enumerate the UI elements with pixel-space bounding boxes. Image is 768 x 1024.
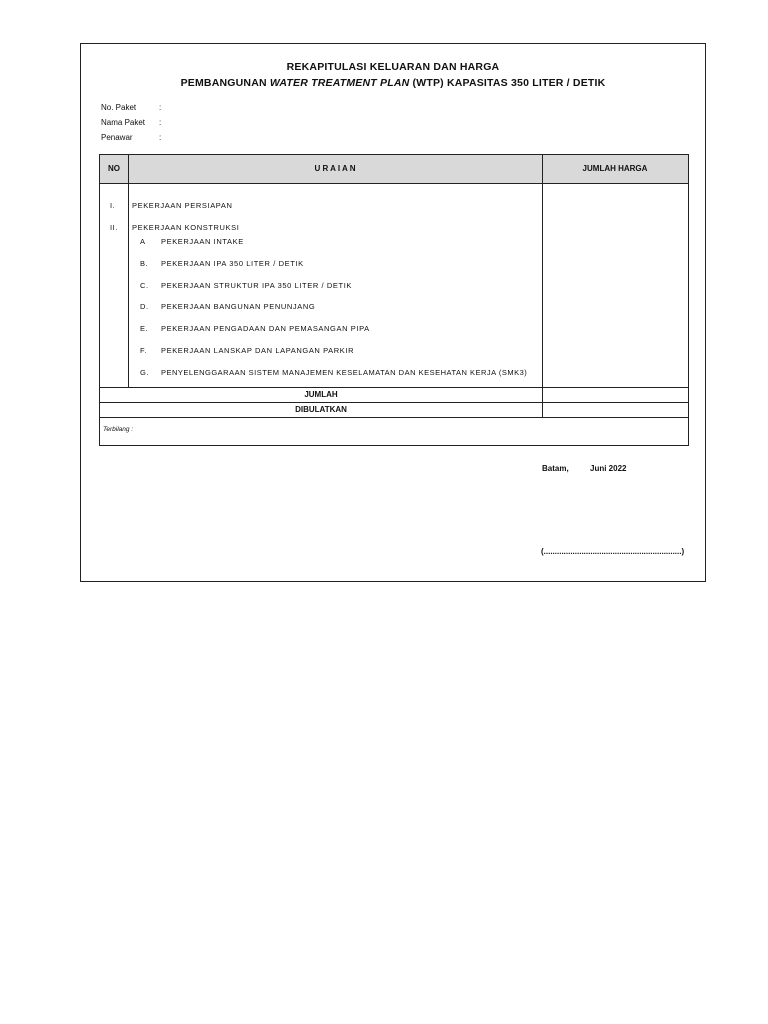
meta-label: Penawar — [101, 133, 133, 142]
header-jumlah-harga: JUMLAH HARGA — [582, 164, 648, 173]
subtitle-italic: WATER TREATMENT PLAN — [269, 77, 410, 89]
meta-colon: : — [159, 133, 162, 142]
item-text: PEKERJAAN PERSIAPAN — [132, 201, 233, 210]
subitem-text: PENYELENGGARAAN SISTEM MANAJEMEN KESELAMATAN DAN KESEHATAN KERJA (SMK3) — [161, 368, 528, 377]
subitem-no: G. — [140, 368, 150, 377]
document-sheet — [80, 43, 706, 582]
subitem-text: PEKERJAAN BANGUNAN PENUNJANG — [161, 302, 316, 311]
footer-date: Juni 2022 — [590, 464, 627, 473]
subitem-no: D. — [140, 302, 149, 311]
total-label: JUMLAH — [304, 390, 338, 399]
item-no: I. — [110, 201, 116, 210]
table-header — [100, 155, 688, 184]
subitem-no: A — [140, 237, 146, 246]
subitem-text: PEKERJAAN IPA 350 LITER / DETIK — [161, 259, 304, 268]
footer-city: Batam, — [542, 464, 569, 473]
signature-line: (..............................................................) — [541, 547, 685, 556]
document-title: REKAPITULASI KELUARAN DAN HARGA — [286, 61, 500, 73]
subitem-no: B. — [140, 259, 149, 268]
header-uraian: U R A I A N — [314, 164, 356, 173]
subitem-text: PEKERJAAN STRUKTUR IPA 350 LITER / DETIK — [161, 281, 352, 290]
subtitle-part: (WTP) KAPASITAS 350 LITER / DETIK — [409, 77, 606, 89]
subitem-no: C. — [140, 281, 149, 290]
subitem-no: F. — [140, 346, 148, 355]
subitem-no: E. — [140, 324, 149, 333]
document-subtitle — [81, 77, 705, 89]
header-no: NO — [108, 164, 120, 173]
recap-table — [99, 154, 689, 446]
meta-no-paket — [101, 103, 161, 112]
subitem-text: PEKERJAAN INTAKE — [161, 237, 244, 246]
subitem-text: PEKERJAAN LANSKAP DAN LAPANGAN PARKIR — [161, 346, 355, 355]
col-divider — [128, 155, 129, 387]
subitem-text: PEKERJAAN PENGADAAN DAN PEMASANGAN PIPA — [161, 324, 370, 333]
col-divider — [542, 155, 543, 417]
row-divider — [100, 387, 688, 388]
meta-label: Nama Paket — [101, 118, 146, 127]
meta-colon: : — [159, 103, 162, 112]
meta-nama-paket — [101, 118, 161, 127]
meta-colon: : — [159, 118, 162, 127]
subtitle-part: PEMBANGUNAN — [180, 77, 270, 89]
row-divider — [100, 417, 688, 418]
rounded-total-label: DIBULATKAN — [295, 405, 347, 414]
item-text: PEKERJAAN KONSTRUKSI — [132, 223, 240, 232]
meta-label: No. Paket — [101, 103, 137, 112]
row-divider — [100, 402, 688, 403]
terbilang-label: Terbilang : — [103, 426, 134, 433]
meta-penawar — [101, 133, 161, 142]
item-no: II. — [110, 223, 119, 232]
